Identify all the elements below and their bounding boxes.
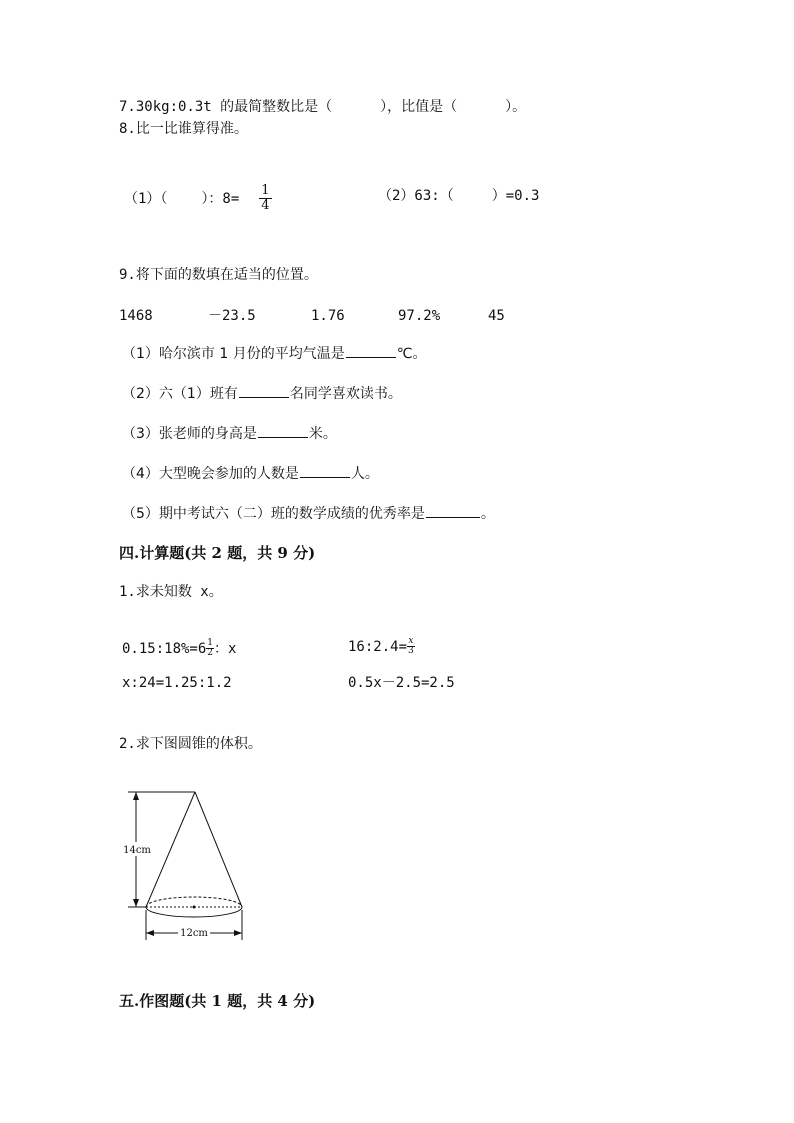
q9-item-5-pre: （5）期中考试六（二）班的数学成绩的优秀率是 — [122, 506, 425, 522]
eq1-text-b: ：x — [214, 640, 237, 657]
equation-1 — [122, 639, 236, 658]
equation-4: 0.5x－2.5=2.5 — [348, 675, 455, 691]
q9-item-4-pre: （4）大型晚会参加的人数是 — [122, 466, 299, 482]
q8-p2-text-b: ）=0.3 — [491, 188, 540, 204]
s4-q1-title: 1.求未知数 x。 — [119, 584, 223, 600]
cone-figure — [118, 780, 268, 945]
q9-item-1-pre: （1）哈尔滨市 1 月份的平均气温是 — [122, 346, 345, 362]
section-4-heading: 四.计算题(共 2 题，共 9 分) — [119, 544, 316, 562]
q9-item-3 — [122, 425, 337, 443]
q9-item-2-post: 名同学喜欢读书。 — [289, 386, 402, 402]
eq1-text-a: 0.15:18%=6 — [122, 640, 207, 657]
s4-q2-title: 2.求下图圆锥的体积。 — [119, 736, 262, 752]
q8-p1-fraction — [259, 184, 271, 213]
cone-base-center-dot — [193, 906, 196, 909]
q8-p1-text-a: （1）（ — [124, 190, 168, 207]
q9-item-1-blank[interactable] — [346, 345, 396, 358]
q8-problem-2 — [378, 187, 539, 205]
q8-p1-text-b: ）：8= — [201, 190, 240, 207]
q9-title: 9.将下面的数填在适当的位置。 — [119, 267, 318, 283]
q9-item-5-blank[interactable] — [426, 505, 480, 518]
fraction-numerator: 1 — [261, 183, 270, 198]
q9-item-5 — [122, 505, 495, 523]
eq2-fraction — [407, 637, 415, 656]
q9-item-1-post: ℃。 — [396, 346, 427, 362]
q9-item-3-blank[interactable] — [258, 425, 308, 438]
q8-title: 8.比一比谁算得准。 — [119, 121, 248, 137]
height-label: 14cm — [123, 845, 151, 856]
fraction-denominator: 4 — [261, 198, 270, 213]
fraction-numerator: 1 — [207, 638, 214, 648]
q9-item-2-blank[interactable] — [239, 385, 289, 398]
q9-number-2: －23.5 — [208, 308, 256, 324]
q9-item-5-post: 。 — [480, 506, 495, 522]
eq1-fraction — [206, 639, 214, 658]
q7-text-b: ），比值是（ — [380, 99, 458, 115]
q7-line — [119, 98, 526, 116]
q9-item-2 — [122, 385, 402, 403]
q9-item-4 — [122, 465, 379, 483]
height-arrow-bottom — [133, 899, 139, 907]
q9-item-2-pre: （2）六（1）班有 — [122, 386, 238, 402]
equation-3: x:24=1.25:1.2 — [122, 675, 232, 691]
cone-right-side — [195, 792, 242, 907]
fraction-denominator: 2 — [207, 648, 214, 658]
fraction-numerator: x — [408, 636, 414, 646]
q7-text-a: 7.30kg:0.3t 的最简整数比是（ — [119, 99, 333, 115]
q9-number-1: 1468 — [119, 308, 153, 324]
q9-number-3: 1.76 — [311, 308, 345, 324]
diameter-label: 12cm — [180, 928, 208, 939]
q9-item-4-blank[interactable] — [300, 465, 350, 478]
eq2-text-a: 16:2.4= — [348, 638, 408, 655]
q9-item-3-post: 米。 — [308, 426, 337, 442]
section-5-heading: 五.作图题(共 1 题，共 4 分) — [119, 992, 316, 1010]
q9-item-3-pre: （3）张老师的身高是 — [122, 426, 257, 442]
q9-number-5: 45 — [488, 308, 505, 324]
q9-item-4-post: 人。 — [350, 466, 379, 482]
equation-2 — [348, 637, 415, 656]
q9-item-1 — [122, 345, 426, 363]
height-arrow-top — [133, 792, 139, 800]
q7-text-c: ）。 — [505, 99, 527, 115]
diameter-arrow-left — [146, 930, 154, 936]
q9-number-4: 97.2% — [398, 308, 441, 324]
q8-p2-text-a: （2）63:（ — [378, 188, 454, 204]
fraction-denominator: 3 — [408, 646, 414, 656]
diameter-arrow-right — [234, 930, 242, 936]
cone-left-side — [146, 792, 195, 907]
q8-problem-1 — [124, 184, 272, 213]
